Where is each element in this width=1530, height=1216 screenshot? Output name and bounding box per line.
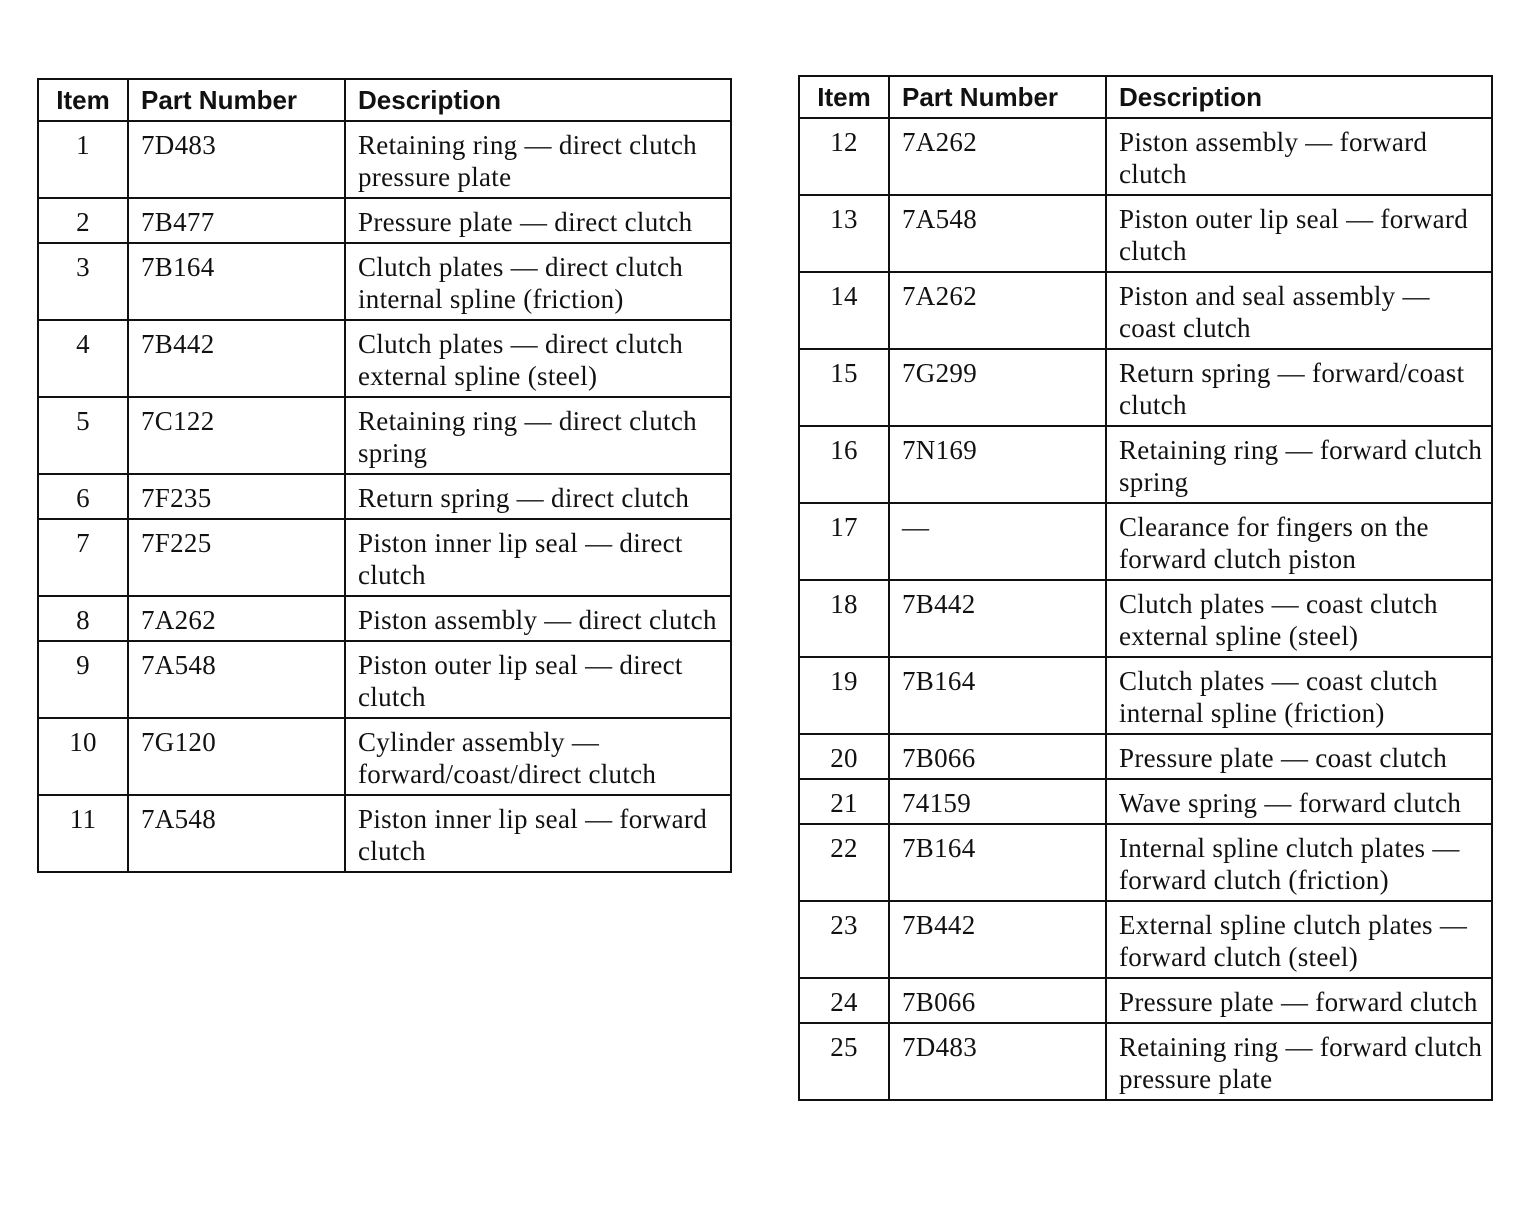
part-number-cell: 7A262: [889, 272, 1106, 349]
parts-table-left: [37, 78, 732, 873]
table-row: [799, 734, 1492, 779]
table-row: [799, 272, 1492, 349]
item-cell: 14: [799, 272, 889, 349]
part-number-cell: 7B477: [128, 198, 345, 243]
description-cell: Return spring — forward/coast clutch: [1106, 349, 1492, 426]
part-number-cell: 7G299: [889, 349, 1106, 426]
item-cell: 25: [799, 1023, 889, 1100]
part-number-cell: —: [889, 503, 1106, 580]
item-cell: 20: [799, 734, 889, 779]
part-number-cell: 7B066: [889, 734, 1106, 779]
table-row: [799, 580, 1492, 657]
item-cell: 2: [38, 198, 128, 243]
item-cell: 19: [799, 657, 889, 734]
table-row: [799, 657, 1492, 734]
description-cell: Internal spline clutch plates — forward clutch (friction): [1106, 824, 1492, 901]
table-header-row: [38, 79, 731, 121]
description-cell: External spline clutch plates — forward clutch (steel): [1106, 901, 1492, 978]
description-cell: Clutch plates — coast clutch external spline (steel): [1106, 580, 1492, 657]
table-row: [38, 320, 731, 397]
part-number-cell: 7B442: [889, 901, 1106, 978]
item-cell: 8: [38, 596, 128, 641]
table-row: [799, 349, 1492, 426]
table-body-right: [799, 118, 1492, 1100]
description-cell: Piston inner lip seal — forward clutch: [345, 795, 731, 872]
table-row: [38, 243, 731, 320]
description-cell: Piston assembly — direct clutch: [345, 596, 731, 641]
header-item: Item: [38, 79, 128, 121]
table-row: [38, 596, 731, 641]
table-row: [799, 426, 1492, 503]
item-cell: 13: [799, 195, 889, 272]
header-part-number: Part Number: [889, 76, 1106, 118]
description-cell: Clutch plates — direct clutch internal spline (friction): [345, 243, 731, 320]
description-cell: Pressure plate — coast clutch: [1106, 734, 1492, 779]
item-cell: 21: [799, 779, 889, 824]
description-cell: Return spring — direct clutch: [345, 474, 731, 519]
table-row: [799, 195, 1492, 272]
description-cell: Retaining ring — direct clutch pressure plate: [345, 121, 731, 198]
table-row: [799, 978, 1492, 1023]
table-row: [799, 1023, 1492, 1100]
item-cell: 9: [38, 641, 128, 718]
description-cell: Piston outer lip seal — direct clutch: [345, 641, 731, 718]
table-row: [799, 824, 1492, 901]
table-row: [38, 718, 731, 795]
item-cell: 17: [799, 503, 889, 580]
item-cell: 7: [38, 519, 128, 596]
description-cell: Clutch plates — coast clutch internal spline (friction): [1106, 657, 1492, 734]
table-row: [799, 503, 1492, 580]
part-number-cell: 7D483: [889, 1023, 1106, 1100]
description-cell: Pressure plate — direct clutch: [345, 198, 731, 243]
item-cell: 24: [799, 978, 889, 1023]
item-cell: 22: [799, 824, 889, 901]
part-number-cell: 7F235: [128, 474, 345, 519]
item-cell: 1: [38, 121, 128, 198]
table-row: [799, 901, 1492, 978]
item-cell: 12: [799, 118, 889, 195]
table-row: [38, 519, 731, 596]
item-cell: 18: [799, 580, 889, 657]
description-cell: Pressure plate — forward clutch: [1106, 978, 1492, 1023]
table-row: [38, 198, 731, 243]
part-number-cell: 7A262: [128, 596, 345, 641]
header-description: Description: [345, 79, 731, 121]
description-cell: Piston outer lip seal — forward clutch: [1106, 195, 1492, 272]
part-number-cell: 7F225: [128, 519, 345, 596]
part-number-cell: 7B164: [889, 657, 1106, 734]
table-row: [799, 779, 1492, 824]
item-cell: 11: [38, 795, 128, 872]
part-number-cell: 7B442: [889, 580, 1106, 657]
table-row: [38, 397, 731, 474]
header-part-number: Part Number: [128, 79, 345, 121]
part-number-cell: 7A548: [128, 641, 345, 718]
part-number-cell: 74159: [889, 779, 1106, 824]
table-row: [38, 795, 731, 872]
part-number-cell: 7C122: [128, 397, 345, 474]
description-cell: Piston assembly — forward clutch: [1106, 118, 1492, 195]
table-row: [38, 121, 731, 198]
header-item: Item: [799, 76, 889, 118]
description-cell: Retaining ring — forward clutch pressure plate: [1106, 1023, 1492, 1100]
part-number-cell: 7B164: [128, 243, 345, 320]
part-number-cell: 7G120: [128, 718, 345, 795]
parts-table-right: [798, 75, 1493, 1101]
description-cell: Clearance for fingers on the forward clutch piston: [1106, 503, 1492, 580]
table-row: [799, 118, 1492, 195]
description-cell: Piston inner lip seal — direct clutch: [345, 519, 731, 596]
header-description: Description: [1106, 76, 1492, 118]
item-cell: 4: [38, 320, 128, 397]
part-number-cell: 7B066: [889, 978, 1106, 1023]
part-number-cell: 7D483: [128, 121, 345, 198]
part-number-cell: 7A262: [889, 118, 1106, 195]
item-cell: 16: [799, 426, 889, 503]
description-cell: Wave spring — forward clutch: [1106, 779, 1492, 824]
part-number-cell: 7A548: [889, 195, 1106, 272]
table-body-left: [38, 121, 731, 872]
description-cell: Retaining ring — direct clutch spring: [345, 397, 731, 474]
table-row: [38, 474, 731, 519]
description-cell: Clutch plates — direct clutch external spline (steel): [345, 320, 731, 397]
part-number-cell: 7N169: [889, 426, 1106, 503]
item-cell: 23: [799, 901, 889, 978]
part-number-cell: 7B442: [128, 320, 345, 397]
part-number-cell: 7A548: [128, 795, 345, 872]
table-row: [38, 641, 731, 718]
part-number-cell: 7B164: [889, 824, 1106, 901]
item-cell: 3: [38, 243, 128, 320]
description-cell: Piston and seal assembly — coast clutch: [1106, 272, 1492, 349]
item-cell: 15: [799, 349, 889, 426]
description-cell: Retaining ring — forward clutch spring: [1106, 426, 1492, 503]
item-cell: 10: [38, 718, 128, 795]
item-cell: 6: [38, 474, 128, 519]
description-cell: Cylinder assembly — forward/coast/direct clutch: [345, 718, 731, 795]
table-header-row: [799, 76, 1492, 118]
item-cell: 5: [38, 397, 128, 474]
